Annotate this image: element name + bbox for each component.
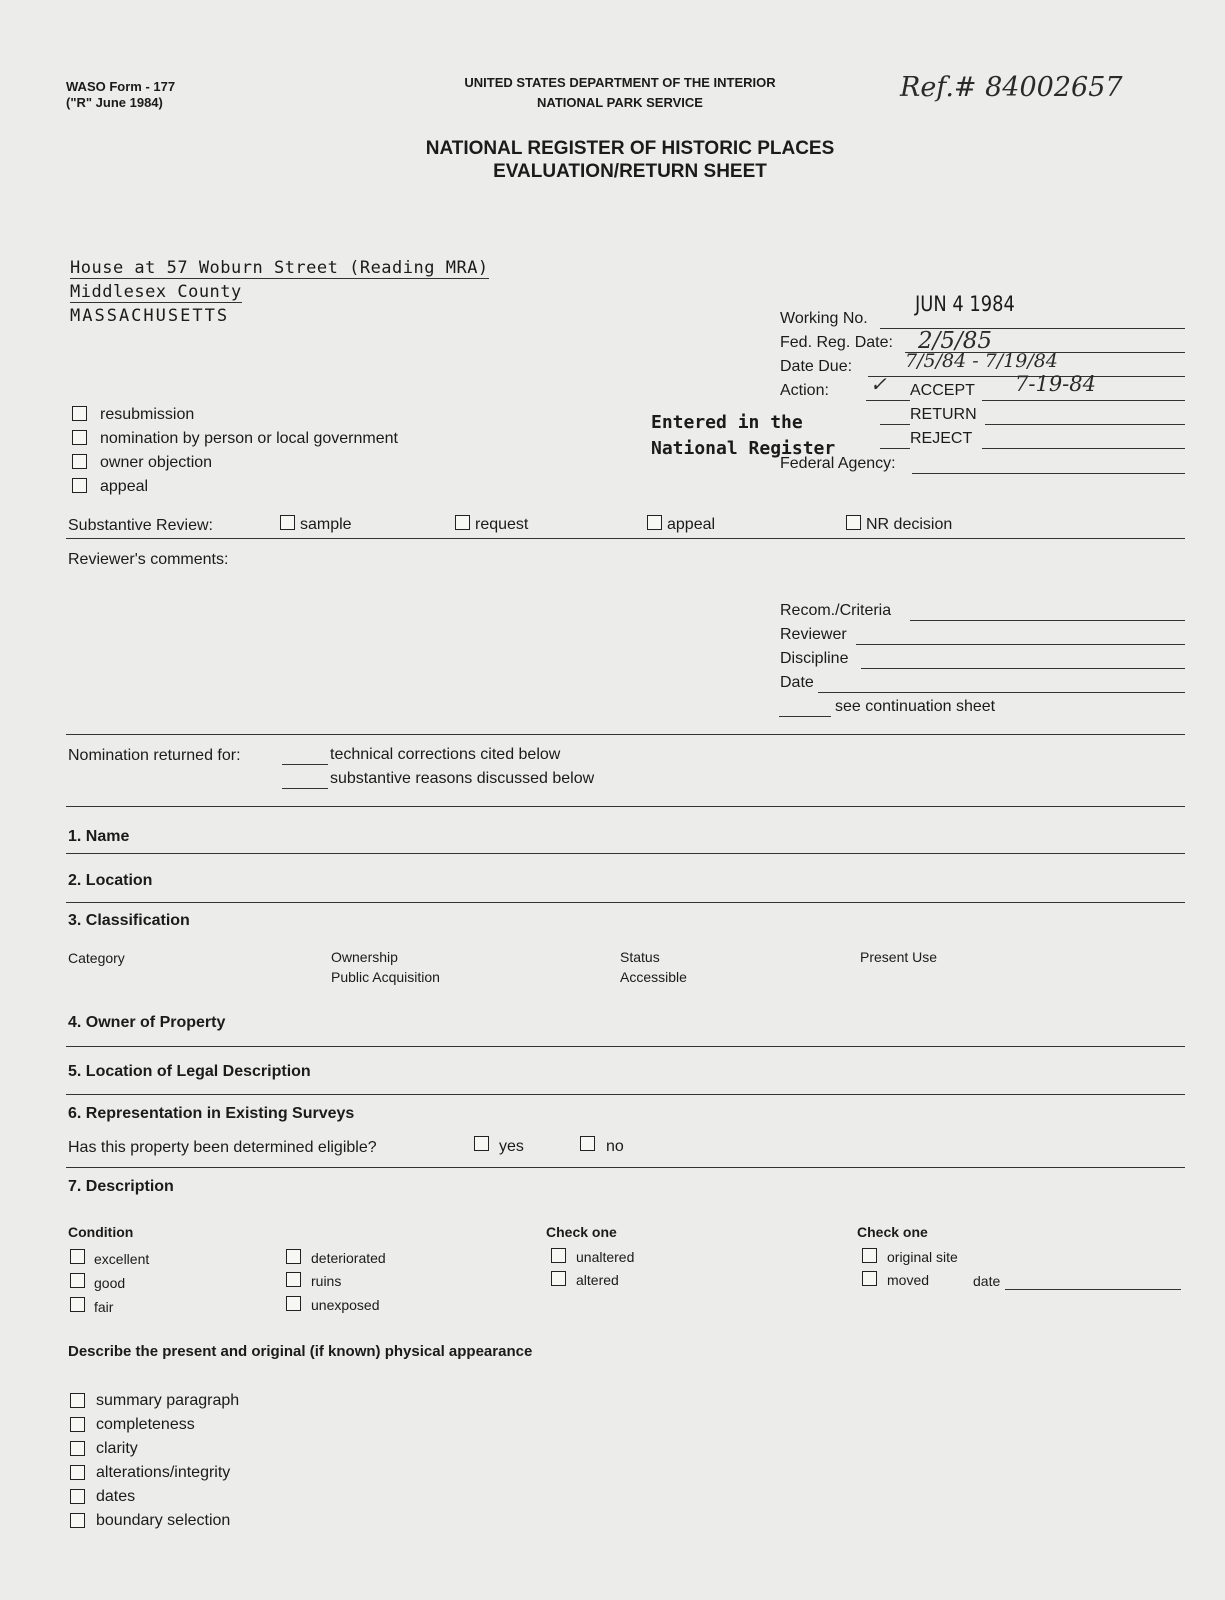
summary-paragraph-label: summary paragraph [96, 1392, 240, 1409]
section-7-description: 7. Description [68, 1178, 174, 1195]
owner-objection-label: owner objection [100, 454, 213, 471]
section-3-classification: 3. Classification [68, 912, 190, 929]
appeal-label: appeal [100, 478, 149, 495]
unaltered-label: unaltered [576, 1249, 635, 1265]
category-label: Category [68, 950, 125, 966]
form-id: WASO Form - 177 [66, 79, 176, 94]
reject-label: REJECT [910, 430, 973, 447]
accept-line [982, 400, 1185, 401]
moved-date-label: date [973, 1273, 1001, 1289]
summary-paragraph-checkbox[interactable] [70, 1393, 85, 1408]
public-acquisition-label: Public Acquisition [331, 969, 440, 985]
discipline-label: Discipline [780, 650, 849, 667]
divider-substantive [66, 538, 1185, 539]
discipline-line[interactable] [861, 668, 1185, 669]
section-6-surveys: 6. Representation in Existing Surveys [68, 1105, 355, 1122]
reference-number: Ref.# 84002657 [900, 72, 1123, 103]
appeal-review-checkbox[interactable] [647, 515, 662, 530]
section-5-legal: 5. Location of Legal Description [68, 1063, 311, 1080]
unexposed-checkbox[interactable] [286, 1296, 301, 1311]
alterations-integrity-label: alterations/integrity [96, 1464, 231, 1481]
section-4-owner: 4. Owner of Property [68, 1014, 226, 1031]
fed-reg-value: 2/5/85 [918, 328, 993, 354]
action-label: Action: [780, 382, 829, 399]
divider-comments [66, 734, 1185, 735]
property-name-text: House at 57 Woburn Street (Reading MRA) [70, 258, 489, 278]
nomination-by-person-checkbox[interactable] [72, 430, 87, 445]
eligible-no-checkbox[interactable] [580, 1136, 595, 1151]
dates-label: dates [96, 1488, 136, 1505]
eligible-no-label: no [606, 1138, 624, 1155]
section-2-location: 2. Location [68, 872, 153, 889]
ruins-label: ruins [311, 1273, 342, 1289]
return-line [985, 424, 1185, 425]
fed-reg-label: Fed. Reg. Date: [780, 334, 893, 351]
property-state: MASSACHUSETTS [70, 306, 230, 326]
present-use-label: Present Use [860, 949, 938, 965]
resubmission-label: resubmission [100, 406, 195, 423]
substantive-review-label: Substantive Review: [68, 517, 213, 534]
accept-checkmark: ✓ [870, 372, 887, 396]
continuation-label: see continuation sheet [835, 698, 996, 715]
accessible-label: Accessible [620, 969, 687, 985]
good-checkbox[interactable] [70, 1273, 85, 1288]
agency-line-2: NATIONAL PARK SERVICE [537, 95, 703, 110]
return-label: RETURN [910, 406, 977, 423]
return-blank [880, 424, 910, 425]
title-line-1: NATIONAL REGISTER OF HISTORIC PLACES [425, 138, 835, 159]
altered-checkbox[interactable] [551, 1271, 566, 1286]
divider-5 [66, 1094, 1185, 1095]
divider-6 [66, 1167, 1185, 1168]
technical-corrections-label: technical corrections cited below [330, 746, 561, 763]
deteriorated-checkbox[interactable] [286, 1249, 301, 1264]
owner-objection-checkbox[interactable] [72, 454, 87, 469]
excellent-label: excellent [94, 1251, 150, 1267]
nr-decision-checkbox[interactable] [846, 515, 861, 530]
fair-checkbox[interactable] [70, 1297, 85, 1312]
divider-4 [66, 1046, 1185, 1047]
unaltered-checkbox[interactable] [551, 1248, 566, 1263]
request-checkbox[interactable] [455, 515, 470, 530]
moved-date-line[interactable] [1005, 1289, 1181, 1290]
check-one-label-1: Check one [546, 1224, 617, 1240]
resubmission-checkbox[interactable] [72, 406, 87, 421]
sample-checkbox[interactable] [280, 515, 295, 530]
property-name [70, 258, 489, 278]
moved-label: moved [887, 1272, 930, 1288]
deteriorated-label: deteriorated [311, 1250, 386, 1266]
reviewers-comments-label: Reviewer's comments: [68, 551, 229, 568]
nomination-by-person-label: nomination by person or local government [100, 430, 398, 447]
technical-blank[interactable] [282, 764, 328, 765]
entered-stamp [651, 410, 835, 462]
accept-label: ACCEPT [910, 382, 975, 399]
original-site-label: original site [887, 1249, 958, 1265]
unexposed-label: unexposed [311, 1297, 380, 1313]
good-label: good [94, 1275, 126, 1291]
appearance-label: Describe the present and original (if known) physical appearance [68, 1343, 533, 1360]
eligible-question: Has this property been determined eligible? [68, 1139, 377, 1156]
dates-checkbox[interactable] [70, 1489, 85, 1504]
ownership-label: Ownership [331, 949, 398, 965]
clarity-label: clarity [96, 1440, 138, 1457]
sample-label: sample [300, 516, 352, 533]
working-no-label: Working No. [780, 310, 868, 327]
substantive-blank[interactable] [282, 788, 328, 789]
nomination-returned-label: Nomination returned for: [68, 747, 241, 764]
divider-returned [66, 806, 1185, 807]
date-due-value: 7/5/84 - 7/19/84 [905, 350, 1058, 372]
entered-stamp-line-1: Entered in the [651, 412, 803, 433]
fair-label: fair [94, 1299, 114, 1315]
check-one-label-2: Check one [857, 1224, 928, 1240]
alterations-integrity-checkbox[interactable] [70, 1465, 85, 1480]
federal-agency-line [912, 473, 1185, 474]
accept-date: 7-19-84 [1015, 372, 1096, 396]
ruins-checkbox[interactable] [286, 1272, 301, 1287]
divider-1 [66, 853, 1185, 854]
section-1-name: 1. Name [68, 828, 130, 845]
appeal-checkbox[interactable] [72, 478, 87, 493]
entered-stamp-line-2: National Register [651, 438, 836, 459]
property-county-text: Middlesex County [70, 282, 242, 302]
reviewer-line[interactable] [856, 644, 1185, 645]
request-label: request [475, 516, 529, 533]
completeness-label: completeness [96, 1416, 195, 1433]
recom-criteria-line[interactable] [910, 620, 1185, 621]
status-label: Status [620, 949, 660, 965]
boundary-selection-checkbox[interactable] [70, 1513, 85, 1528]
continuation-blank[interactable] [779, 716, 831, 717]
federal-agency-label: Federal Agency: [780, 455, 896, 472]
nr-decision-label: NR decision [866, 516, 953, 533]
clarity-checkbox[interactable] [70, 1441, 85, 1456]
altered-label: altered [576, 1272, 619, 1288]
excellent-checkbox[interactable] [70, 1249, 85, 1264]
working-no-value: JUN 4 1984 [915, 292, 1015, 316]
eligible-yes-label: yes [499, 1138, 524, 1155]
appeal-review-label: appeal [667, 516, 716, 533]
substantive-reasons-label: substantive reasons discussed below [330, 770, 595, 787]
eligible-yes-checkbox[interactable] [474, 1136, 489, 1151]
recom-criteria-label: Recom./Criteria [780, 602, 892, 619]
form-date: ("R" June 1984) [66, 95, 163, 110]
date-label: Date [780, 674, 814, 691]
reject-blank [880, 448, 910, 449]
completeness-checkbox[interactable] [70, 1417, 85, 1432]
date-due-label: Date Due: [780, 358, 853, 375]
agency-line-1: UNITED STATES DEPARTMENT OF THE INTERIOR [464, 75, 776, 90]
accept-blank [866, 400, 910, 401]
moved-checkbox[interactable] [862, 1271, 877, 1286]
property-county [70, 282, 242, 302]
reviewer-label: Reviewer [780, 626, 847, 643]
title-line-2: EVALUATION/RETURN SHEET [493, 161, 767, 182]
date-line[interactable] [818, 692, 1185, 693]
reject-line [982, 448, 1185, 449]
original-site-checkbox[interactable] [862, 1248, 877, 1263]
condition-label: Condition [68, 1224, 134, 1240]
boundary-selection-label: boundary selection [96, 1512, 231, 1529]
divider-2 [66, 902, 1185, 903]
